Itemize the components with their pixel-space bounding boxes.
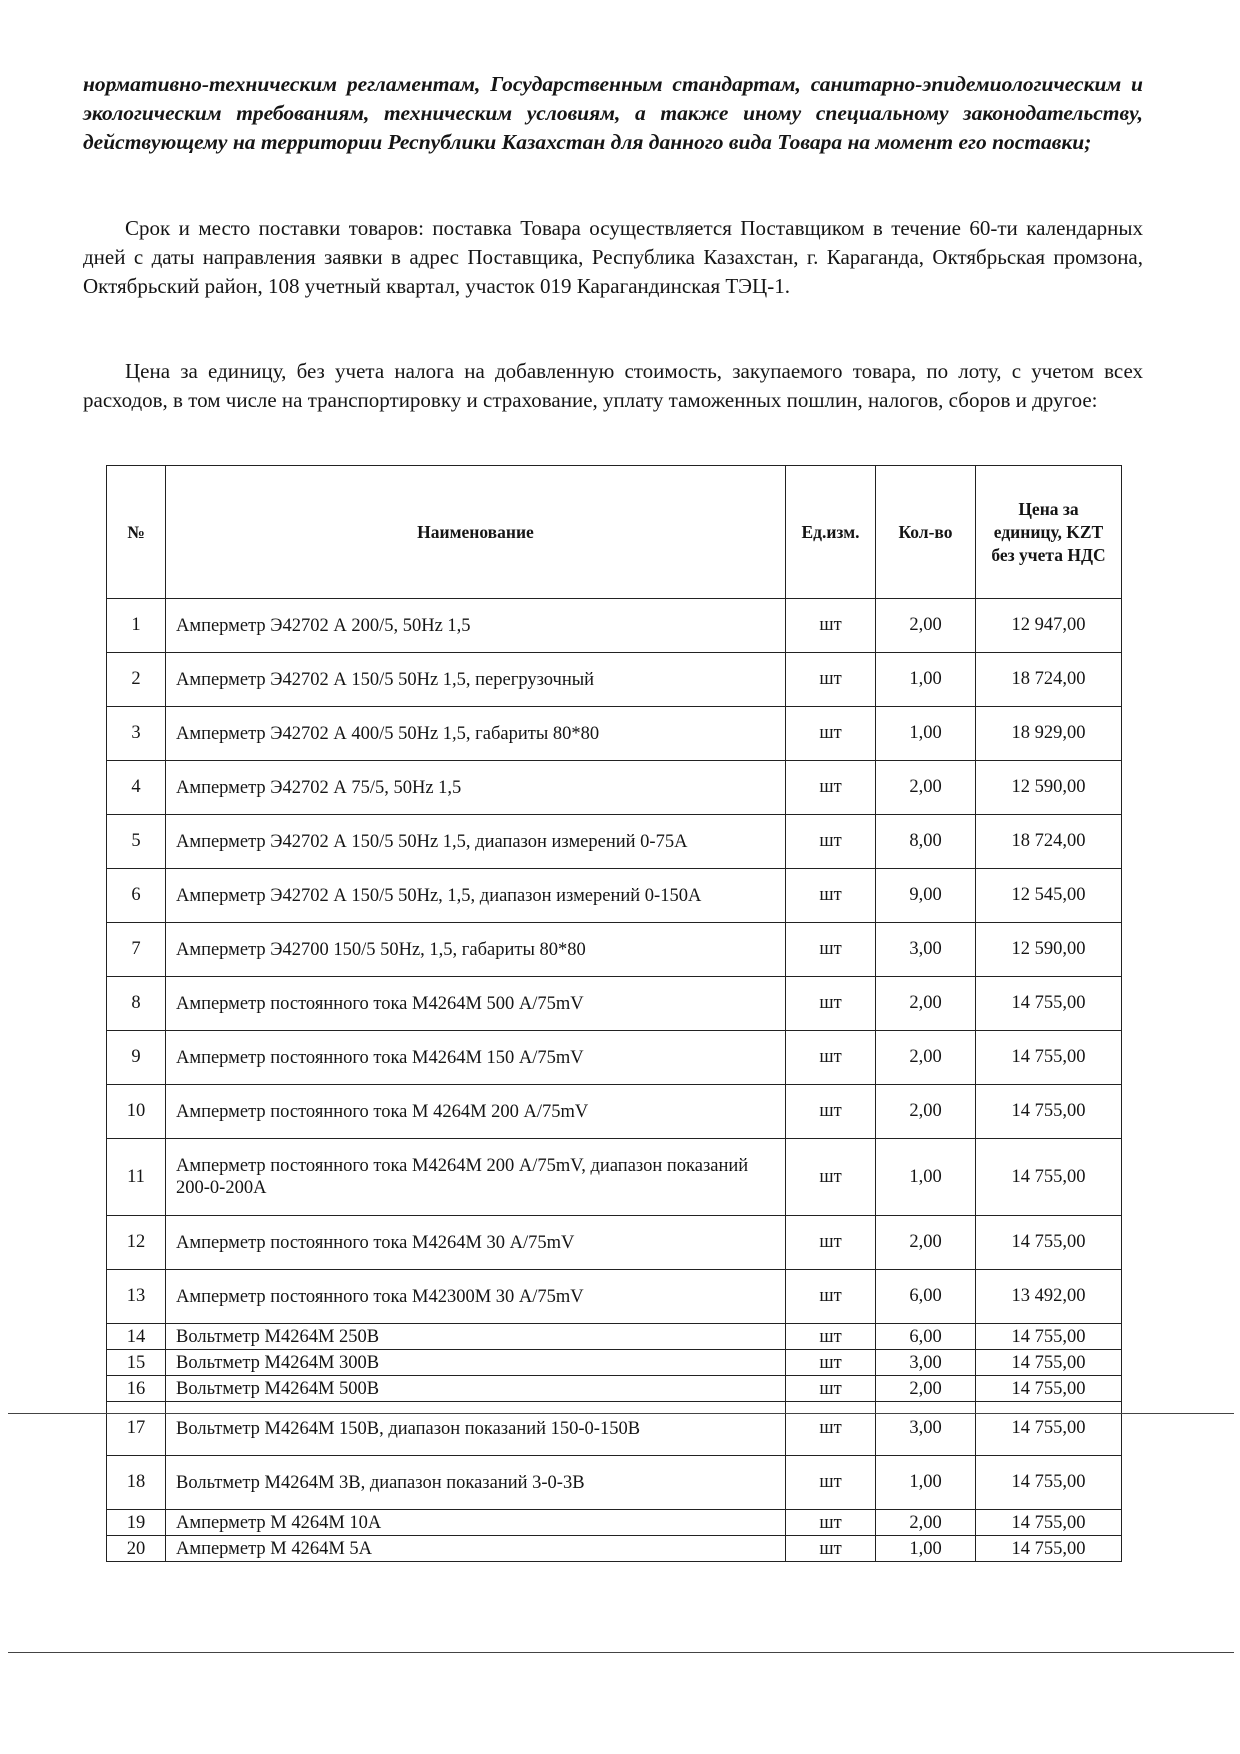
table-row [107, 923, 1122, 977]
cell-name: Амперметр постоянного тока М4264М 200 А/75mV, диапазон показаний 200-0-200А [166, 1139, 786, 1216]
cell-num: 13 [107, 1270, 166, 1324]
cell-price: 14 755,00 [976, 1085, 1122, 1139]
cell-unit: шт [786, 977, 876, 1031]
cell-qty: 8,00 [876, 815, 976, 869]
cell-qty: 2,00 [876, 1510, 976, 1536]
cell-num: 10 [107, 1085, 166, 1139]
table-row [107, 815, 1122, 869]
price-table [106, 465, 1122, 1562]
cell-price: 14 755,00 [976, 1376, 1122, 1402]
table-row [107, 1510, 1122, 1536]
cell-qty: 1,00 [876, 1456, 976, 1510]
table-row [107, 1456, 1122, 1510]
cell-qty: 3,00 [876, 1402, 976, 1456]
cell-unit: шт [786, 1031, 876, 1085]
table-row [107, 761, 1122, 815]
cell-unit: шт [786, 1536, 876, 1562]
cell-name: Амперметр Э42702 А 150/5 50Hz, 1,5, диапазон измерений 0-150А [166, 869, 786, 923]
cell-unit: шт [786, 1350, 876, 1376]
cell-num: 5 [107, 815, 166, 869]
table-row [107, 1270, 1122, 1324]
table-row [107, 1536, 1122, 1562]
cell-qty: 1,00 [876, 653, 976, 707]
cell-price: 12 545,00 [976, 869, 1122, 923]
cell-unit: шт [786, 1510, 876, 1536]
header-num: № [107, 466, 166, 599]
cell-name: Амперметр постоянного тока М4264М 30 А/75mV [166, 1216, 786, 1270]
table-row [107, 977, 1122, 1031]
cell-qty: 1,00 [876, 1139, 976, 1216]
cell-qty: 1,00 [876, 707, 976, 761]
cell-qty: 1,00 [876, 1536, 976, 1562]
table-row [107, 1324, 1122, 1350]
cell-price: 14 755,00 [976, 1216, 1122, 1270]
cell-name: Амперметр постоянного тока М4264М 150 А/75mV [166, 1031, 786, 1085]
cell-price: 14 755,00 [976, 1031, 1122, 1085]
cell-price: 14 755,00 [976, 1324, 1122, 1350]
table-row [107, 1216, 1122, 1270]
price-terms-paragraph: Цена за единицу, без учета налога на добавленную стоимость, закупаемого товара, по лоту, с учетом всех расходов, в том числе на транспортировку и страхование, уплату таможенных пошлин, налогов, сборов и другое: [83, 359, 1143, 412]
cell-name: Амперметр Э42702 А 150/5 50Hz 1,5, перегрузочный [166, 653, 786, 707]
cell-unit: шт [786, 1376, 876, 1402]
cell-num: 8 [107, 977, 166, 1031]
intro-italic-paragraph: нормативно-техническим регламентам, Государственным стандартам, санитарно-эпидемиологическим и экологическим требованиям, техническим условиям, а также иному специальному законодательству, действующему на территории Республики Казахстан для данного вида Товара на момент его поставки; [83, 72, 1143, 154]
header-price: Цена за единицу, KZT без учета НДС [976, 466, 1122, 599]
cell-num: 9 [107, 1031, 166, 1085]
cell-num: 2 [107, 653, 166, 707]
cell-unit: шт [786, 1085, 876, 1139]
cell-qty: 9,00 [876, 869, 976, 923]
scan-line-bottom [8, 1652, 1234, 1653]
cell-qty: 2,00 [876, 1085, 976, 1139]
cell-name: Вольтметр М4264М 3В, диапазон показаний 3-0-3В [166, 1456, 786, 1510]
cell-num: 19 [107, 1510, 166, 1536]
cell-num: 7 [107, 923, 166, 977]
cell-price: 14 755,00 [976, 1456, 1122, 1510]
table-row [107, 1350, 1122, 1376]
table-row [107, 653, 1122, 707]
cell-num: 6 [107, 869, 166, 923]
table-header-row [107, 466, 1122, 599]
cell-name: Вольтметр М4264М 150В, диапазон показаний 150-0-150В [166, 1402, 786, 1456]
cell-qty: 6,00 [876, 1324, 976, 1350]
cell-name: Амперметр Э42702 А 150/5 50Hz 1,5, диапазон измерений 0-75А [166, 815, 786, 869]
cell-price: 14 755,00 [976, 977, 1122, 1031]
cell-num: 20 [107, 1536, 166, 1562]
cell-num: 1 [107, 599, 166, 653]
cell-qty: 2,00 [876, 1376, 976, 1402]
header-name: Наименование [166, 466, 786, 599]
cell-unit: шт [786, 815, 876, 869]
cell-name: Вольтметр М4264М 250В [166, 1324, 786, 1350]
cell-qty: 3,00 [876, 923, 976, 977]
cell-name: Амперметр постоянного тока М42300М 30 А/75mV [166, 1270, 786, 1324]
cell-price: 18 724,00 [976, 653, 1122, 707]
table-row [107, 1031, 1122, 1085]
cell-price: 12 590,00 [976, 761, 1122, 815]
cell-name: Амперметр постоянного тока М 4264М 200 А/75mV [166, 1085, 786, 1139]
cell-qty: 2,00 [876, 761, 976, 815]
cell-qty: 6,00 [876, 1270, 976, 1324]
cell-price: 12 590,00 [976, 923, 1122, 977]
cell-name: Амперметр постоянного тока М4264М 500 А/75mV [166, 977, 786, 1031]
cell-unit: шт [786, 761, 876, 815]
cell-name: Амперметр Э42702 А 400/5 50Hz 1,5, габариты 80*80 [166, 707, 786, 761]
cell-num: 11 [107, 1139, 166, 1216]
cell-unit: шт [786, 1270, 876, 1324]
table-row [107, 707, 1122, 761]
cell-unit: шт [786, 923, 876, 977]
cell-name: Вольтметр М4264М 300В [166, 1350, 786, 1376]
table-row [107, 869, 1122, 923]
cell-name: Амперметр Э42702 А 75/5, 50Hz 1,5 [166, 761, 786, 815]
cell-num: 17 [107, 1402, 166, 1456]
cell-name: Амперметр Э42702 А 200/5, 50Hz 1,5 [166, 599, 786, 653]
cell-price: 14 755,00 [976, 1350, 1122, 1376]
cell-price: 18 929,00 [976, 707, 1122, 761]
cell-unit: шт [786, 1402, 876, 1456]
header-unit: Ед.изм. [786, 466, 876, 599]
cell-unit: шт [786, 707, 876, 761]
cell-unit: шт [786, 869, 876, 923]
cell-num: 12 [107, 1216, 166, 1270]
table-row [107, 1376, 1122, 1402]
cell-num: 18 [107, 1456, 166, 1510]
cell-name: Вольтметр М4264М 500В [166, 1376, 786, 1402]
cell-price: 14 755,00 [976, 1510, 1122, 1536]
cell-price: 14 755,00 [976, 1139, 1122, 1216]
cell-num: 3 [107, 707, 166, 761]
header-qty: Кол-во [876, 466, 976, 599]
cell-unit: шт [786, 599, 876, 653]
table-row [107, 1402, 1122, 1456]
cell-qty: 2,00 [876, 599, 976, 653]
cell-num: 16 [107, 1376, 166, 1402]
cell-qty: 2,00 [876, 977, 976, 1031]
cell-qty: 2,00 [876, 1031, 976, 1085]
cell-unit: шт [786, 1324, 876, 1350]
cell-name: Амперметр М 4264М 5А [166, 1536, 786, 1562]
cell-name: Амперметр М 4264М 10А [166, 1510, 786, 1536]
cell-price: 13 492,00 [976, 1270, 1122, 1324]
delivery-terms-paragraph: Срок и место поставки товаров: поставка Товара осуществляется Поставщиком в течение 60-ти календарных дней с даты направления заявки в адрес Поставщика, Республика Казахстан, г. Караганда, Октябрьская промзона, Октябрьский район, 108 учетный квартал, участок 019 Карагандинская ТЭЦ-1. [83, 216, 1143, 298]
cell-unit: шт [786, 1216, 876, 1270]
cell-price: 12 947,00 [976, 599, 1122, 653]
cell-unit: шт [786, 1139, 876, 1216]
cell-num: 15 [107, 1350, 166, 1376]
cell-price: 18 724,00 [976, 815, 1122, 869]
cell-price: 14 755,00 [976, 1402, 1122, 1456]
scan-line-top [8, 1413, 1234, 1414]
cell-num: 4 [107, 761, 166, 815]
table-row [107, 1139, 1122, 1216]
cell-unit: шт [786, 1456, 876, 1510]
table-row [107, 599, 1122, 653]
cell-qty: 3,00 [876, 1350, 976, 1376]
cell-num: 14 [107, 1324, 166, 1350]
cell-qty: 2,00 [876, 1216, 976, 1270]
table-row [107, 1085, 1122, 1139]
cell-unit: шт [786, 653, 876, 707]
cell-price: 14 755,00 [976, 1536, 1122, 1562]
cell-name: Амперметр Э42700 150/5 50Hz, 1,5, габариты 80*80 [166, 923, 786, 977]
